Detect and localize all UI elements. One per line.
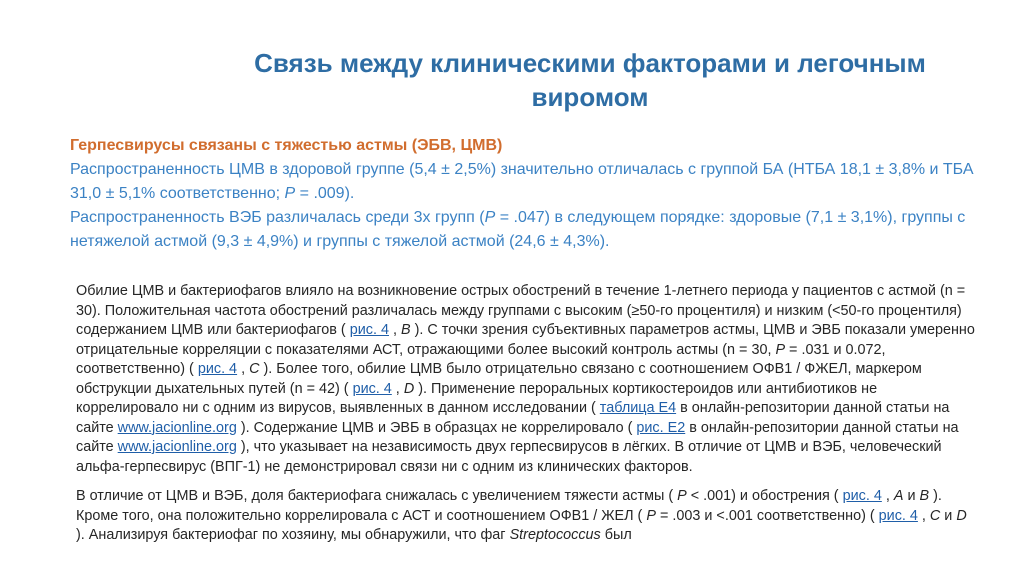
italic: P (677, 488, 687, 504)
fig-4-link[interactable]: рис. 4 (349, 322, 389, 338)
italic: D (403, 380, 415, 397)
italic: A (893, 488, 904, 504)
slide-title: Связь между клиническими факторами и легочным виромом (254, 48, 926, 112)
jacionline-link[interactable]: www.jacionline.org (117, 419, 237, 436)
text: ). Более того, обилие ЦМВ было отрицательно связано с соотношением ОФВ1 / ФЖЕЛ, маркером обструкции дыхательных путей (n = 42) ( (76, 361, 922, 397)
text: ), что указывает на независимость двух герпесвирусов в лёгких. В отличие от ЦМВ и ВЭБ, человеческий альфа-герпесвирус (ВПГ-1) не демонстрировал связи ни с одним из клинических факторов. (76, 439, 942, 475)
ebv-text-end: = .047) в следующем порядке: здоровые (7,1 ± 3,1%), группы с нетяжелой астмой (9,3 ± 4,9%) и группы с тяжелой астмой (24,6 ± 4,3%). (70, 209, 966, 250)
italic: B (400, 322, 411, 338)
ebv-text: Распространенность ВЭБ различалась среди 3х групп ( (70, 209, 485, 226)
fig-4-link[interactable]: рис. 4 (842, 488, 882, 504)
fig-4-link[interactable]: рис. 4 (197, 361, 238, 377)
p-label: P (284, 185, 296, 202)
text: Обилие ЦМВ и бактериофагов влияло на возникновение острых обострений в течение 1-летнего периода у пациентов с астмой (n = 30). Положительная частота обострений различалась между группами с высоким (≥50-го процентиля) и низким (<50-го процентиля) содержанием ЦМВ или бактериофагов ( (76, 283, 966, 338)
italic: P (646, 507, 656, 524)
text: , (237, 361, 250, 377)
text: и (940, 507, 957, 524)
subheading: Герпесвирусы связаны с тяжестью астмы (ЭБВ, ЦМВ) (70, 137, 503, 154)
text: = .031 и 0.072, соответственно) ( (76, 341, 886, 377)
italic: P (775, 341, 786, 358)
p-label: P (484, 209, 496, 226)
text: ). Кроме того, она положительно коррелировала с АСТ и соотношением ОФВ1 / ЖЕЛ ( (76, 488, 942, 524)
table-e4-link[interactable]: таблица E4 (599, 400, 677, 416)
paragraph-1 (76, 282, 976, 477)
body-text (76, 282, 976, 556)
text: , (391, 380, 404, 397)
text: ). Анализируя бактериофаг по хозяину, мы обнаружили, что фаг (76, 527, 510, 543)
cmv-text: Распространенность ЦМВ в здоровой группе (5,4 ± 2,5%) значительно отличалась с группой БА (НТБА 18,1 ± 3,8% и ТБА 31,0 ± 5,1% соответственно; (70, 161, 974, 202)
text: был (600, 527, 632, 543)
text: , (881, 488, 894, 504)
italic: D (956, 507, 967, 524)
cmv-prevalence-text (70, 158, 1000, 206)
text: в онлайн-репозитории данной статьи на сайте (76, 400, 950, 436)
text: в онлайн-репозитории данной статьи на сайте (76, 419, 959, 455)
fig-e2-link[interactable]: рис. E2 (636, 419, 686, 436)
italic: Streptococcus (509, 527, 601, 543)
jacionline-link[interactable]: www.jacionline.org (117, 439, 237, 455)
text: = .003 и <.001 соответственно) ( (655, 507, 879, 524)
text: ). Применение пероральных кортикостероидов или антибиотиков не коррелировало ни с одним из вирусов, выявленных в данном исследовании ( (76, 380, 878, 416)
text: ). С точки зрения субъективных параметров астмы, ЦМВ и ЭВБ показали умеренно отрицательные корреляции с показателями АСТ, отражающими более высокий контроль астмы (n = 30, (76, 322, 975, 358)
fig-4-link[interactable]: рис. 4 (878, 507, 918, 524)
italic: B (919, 488, 930, 504)
highlight-block (70, 134, 1000, 254)
text: , (917, 507, 930, 524)
italic: C (249, 361, 260, 377)
text: , (388, 322, 401, 338)
fig-4-link[interactable]: рис. 4 (352, 380, 392, 397)
paragraph-2 (76, 487, 976, 546)
cmv-text-end: = .009). (295, 185, 355, 202)
italic: C (929, 507, 941, 524)
text: < .001) и обострения ( (686, 488, 843, 504)
text: и (903, 488, 920, 504)
ebv-prevalence-text (70, 206, 1000, 254)
text: ). Содержание ЦМВ и ЭВБ в образцах не коррелировало ( (236, 419, 637, 436)
text: В отличие от ЦМВ и ВЭБ, доля бактериофага снижалась с увеличением тяжести астмы ( (76, 488, 678, 504)
